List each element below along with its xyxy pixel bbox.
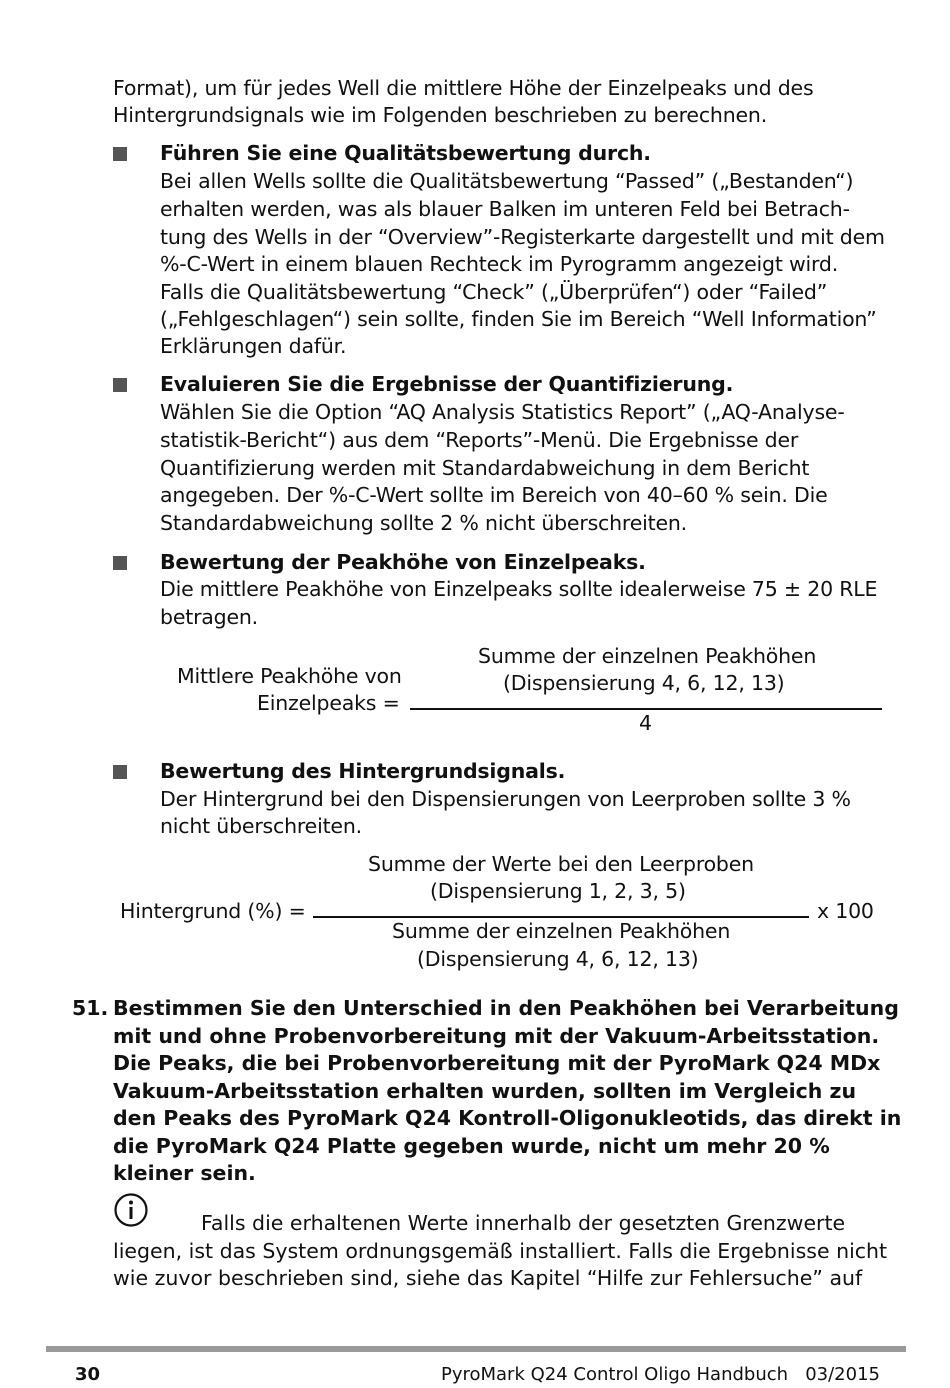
step-number: 51.	[72, 996, 109, 1020]
bullet-line: („Fehlgeschlagen“) sein sollte, finden Sie im Bereich “Well Information”	[160, 307, 877, 331]
formula-lhs: Hintergrund (%) =	[120, 899, 306, 923]
intro-line: Format), um für jedes Well die mittlere Höhe der Einzelpeaks und des	[113, 76, 814, 100]
note-text: Falls die erhaltenen Werte innerhalb der gesetzten Grenzwerte liegen, ist das System ordnungsgemäß installiert. Falls die Ergebnisse nicht wie zuvor beschrieben sind, siehe das Kapitel “Hilfe zur Fehlersuche” auf	[113, 1211, 888, 1290]
formula-numerator: (Dispensierung 1, 2, 3, 5)	[430, 879, 686, 903]
bullet-line: Bei allen Wells sollte die Qualitätsbewertung “Passed” („Bestanden“)	[160, 169, 854, 193]
bullet-heading: Bewertung der Peakhöhe von Einzelpeaks.	[160, 550, 646, 574]
bullet-line: tung des Wells in der “Overview”-Registerkarte dargestellt und mit dem	[160, 225, 885, 249]
intro-line: Hintergrundsignals wie im Folgenden beschrieben zu berechnen.	[113, 103, 768, 127]
bullet-square	[113, 556, 127, 570]
bullet-line: nicht überschreiten.	[160, 814, 362, 838]
formula-denominator: Summe der einzelnen Peakhöhen	[392, 919, 731, 943]
formula-numerator: Summe der Werte bei den Leerproben	[368, 852, 754, 876]
formula-lhs: Einzelpeaks =	[257, 691, 400, 715]
bullet-line: Der Hintergrund bei den Dispensierungen von Leerproben sollte 3 %	[160, 787, 851, 811]
formula-denominator: 4	[639, 711, 652, 735]
bullet-line: erhalten werden, was als blauer Balken im unteren Feld bei Betrach-	[160, 197, 850, 221]
bullet-line: Erklärungen dafür.	[160, 334, 347, 358]
page-number: 30	[75, 1364, 101, 1385]
bullet-line: Die mittlere Peakhöhe von Einzelpeaks sollte idealerweise 75 ± 20 RLE	[160, 577, 878, 601]
bullet-line: Wählen Sie die Option “AQ Analysis Statistics Report” („AQ-Analyse-	[160, 400, 845, 424]
bullet-line: statistik-Bericht“) aus dem “Reports”-Menü. Die Ergebnisse der	[160, 428, 799, 452]
footer-rule	[46, 1346, 906, 1352]
formula-numerator: (Dispensierung 4, 6, 12, 13)	[503, 671, 785, 695]
formula-multiplier: x 100	[817, 899, 874, 923]
formula-numerator: Summe der einzelnen Peakhöhen	[478, 644, 817, 668]
bullet-line: %-C-Wert in einem blauen Rechteck im Pyrogramm angezeigt wird.	[160, 252, 839, 276]
bullet-line: betragen.	[160, 605, 258, 629]
bullet-heading: Bewertung des Hintergrundsignals.	[160, 759, 566, 783]
bullet-line: angegeben. Der %-C-Wert sollte im Bereich von 40–60 % sein. Die	[160, 483, 828, 507]
bullet-square	[113, 378, 127, 392]
formula-lhs: Mittlere Peakhöhe von	[177, 664, 402, 688]
bullet-square	[113, 147, 127, 161]
step-text: Bestimmen Sie den Unterschied in den Peakhöhen bei Verarbeitung mit und ohne Probenvorbereitung mit der Vakuum-Arbeitsstation. Die Peaks, die bei Probenvorbereitung mit der PyroMark Q24 MDx Vakuum-Arbeitsstation erhalten wurden, sollten im Vergleich zu den Peaks des PyroMark Q24 Kontroll-Oligonukleotids, das direkt in die PyroMark Q24 Platte gegeben wurde, nicht um mehr 20 % kleiner sein.	[113, 996, 902, 1185]
bullet-line: Falls die Qualitätsbewertung “Check” („Überprüfen“) oder “Failed”	[160, 280, 828, 304]
formula-denominator: (Dispensierung 4, 6, 12, 13)	[417, 947, 699, 971]
bullet-heading: Evaluieren Sie die Ergebnisse der Quantifizierung.	[160, 372, 734, 396]
bullet-line: Standardabweichung sollte 2 % nicht überschreiten.	[160, 511, 687, 535]
bullet-heading: Führen Sie eine Qualitätsbewertung durch.	[160, 141, 651, 165]
footer-title: PyroMark Q24 Control Oligo Handbuch 03/2015	[440, 1364, 880, 1385]
bullet-square	[113, 765, 127, 779]
bullet-line: Quantifizierung werden mit Standardabweichung in dem Bericht	[160, 456, 810, 480]
